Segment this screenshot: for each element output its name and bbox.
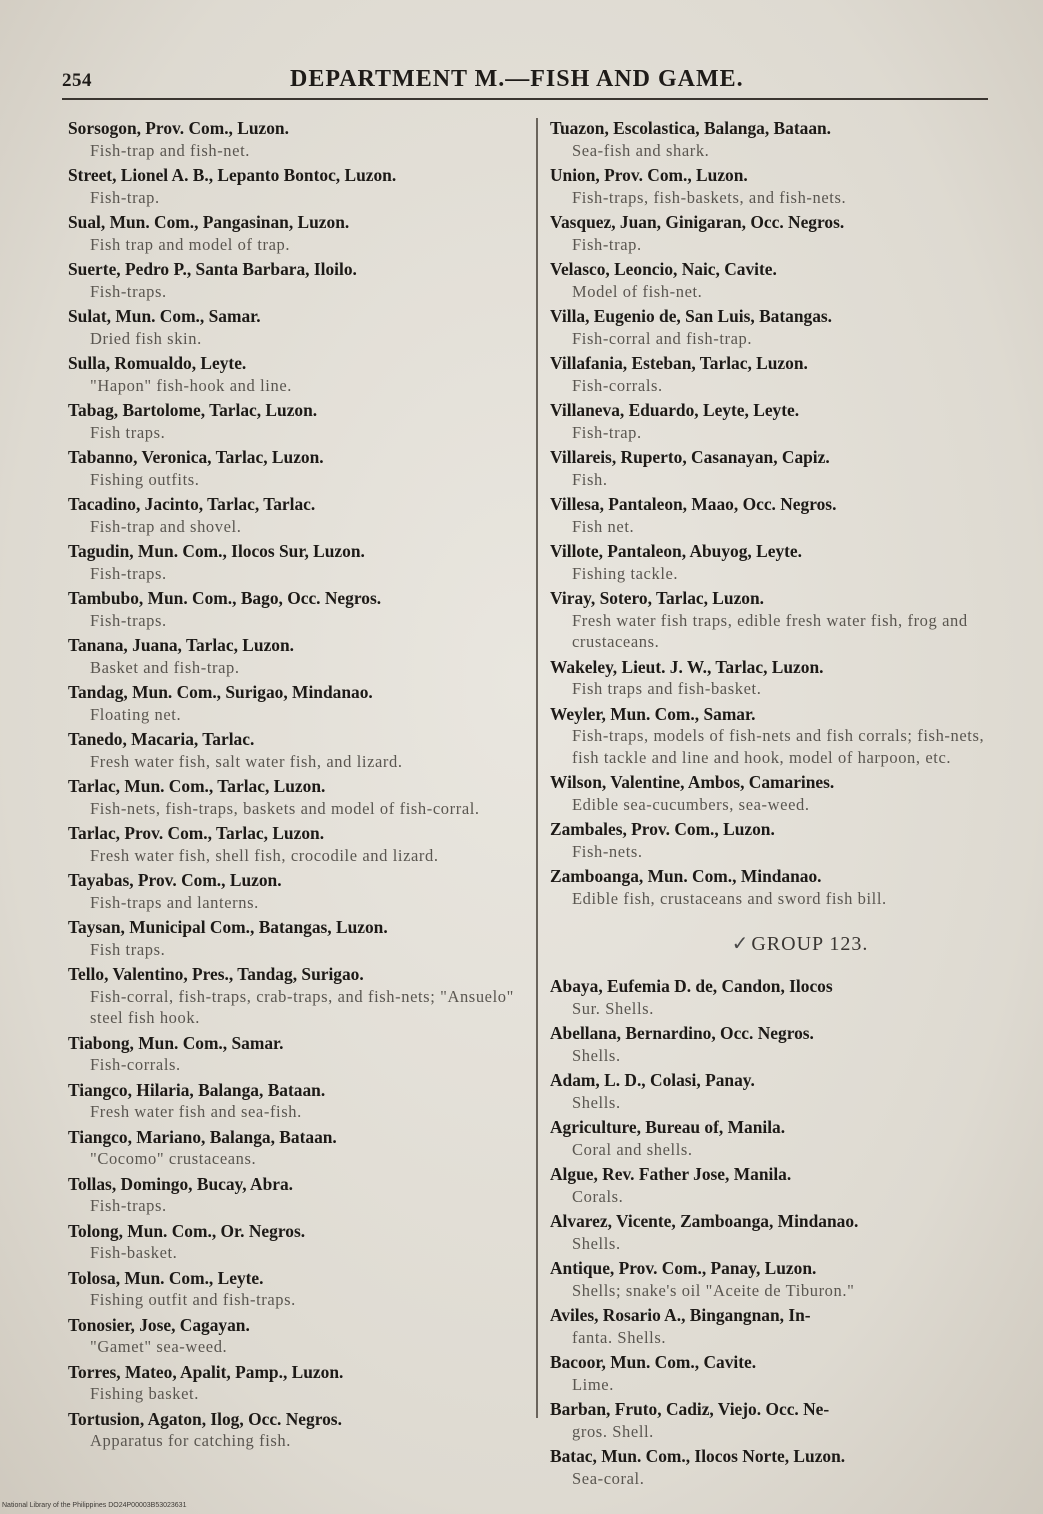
entry-name: Tanedo, Macaria, Tarlac. bbox=[68, 729, 255, 749]
entry-desc: Fish-traps. bbox=[90, 563, 167, 583]
list-item bbox=[550, 1258, 990, 1301]
entry-name: Tiangco, Mariano, Balanga, Bataan. bbox=[68, 1126, 337, 1147]
entry-desc: Fish-corrals. bbox=[572, 375, 663, 395]
entry-desc: Fish-nets, fish-traps, baskets and model of fish-corral. bbox=[90, 798, 480, 818]
list-item bbox=[550, 494, 990, 537]
entry-desc: Edible fish, crustaceans and sword fish bill. bbox=[572, 888, 887, 908]
list-item bbox=[550, 400, 990, 443]
list-item bbox=[68, 964, 516, 1029]
list-item bbox=[68, 776, 516, 819]
list-item bbox=[550, 447, 990, 490]
left-column bbox=[68, 118, 516, 1456]
entry-desc: Fresh water fish, shell fish, crocodile and lizard. bbox=[90, 845, 439, 865]
entry-desc: Fish-trap and shovel. bbox=[90, 516, 242, 536]
entry-name: Wakeley, Lieut. J. W., Tarlac, Luzon. bbox=[550, 656, 824, 677]
entry-desc: Shells. bbox=[572, 1092, 621, 1112]
list-item bbox=[68, 917, 516, 960]
entry-name: Suerte, Pedro P., Santa Barbara, Iloilo. bbox=[68, 259, 357, 279]
header-rule bbox=[62, 98, 988, 100]
entry-desc: Edible sea-cucumbers, sea-weed. bbox=[572, 794, 810, 814]
entry-name: Tanana, Juana, Tarlac, Luzon. bbox=[68, 635, 294, 655]
list-item bbox=[68, 823, 516, 866]
entry-desc: Fish-trap and fish-net. bbox=[90, 140, 250, 160]
entry-name: Sual, Mun. Com., Pangasinan, Luzon. bbox=[68, 212, 350, 232]
entry-desc: Fishing outfits. bbox=[90, 469, 200, 489]
list-item bbox=[550, 1164, 990, 1207]
entry-name: Abaya, Eufemia D. de, Candon, Ilocos bbox=[550, 976, 833, 996]
list-item bbox=[550, 866, 990, 909]
entry-desc: "Gamet" sea-weed. bbox=[90, 1337, 228, 1356]
entry-name: Tortusion, Agaton, Ilog, Occ. Negros. bbox=[68, 1408, 342, 1429]
entry-name: Tayabas, Prov. Com., Luzon. bbox=[68, 870, 282, 890]
check-mark-icon: ✓ bbox=[731, 933, 750, 955]
list-item bbox=[68, 1127, 516, 1170]
entry-desc: Shells. bbox=[572, 1233, 621, 1253]
entry-name: Villote, Pantaleon, Abuyog, Leyte. bbox=[550, 541, 802, 561]
list-item bbox=[550, 1023, 990, 1066]
list-item bbox=[68, 635, 516, 678]
entry-desc: Fish-trap. bbox=[572, 234, 642, 254]
entry-desc: Fishing basket. bbox=[90, 1384, 199, 1403]
list-item bbox=[550, 212, 990, 255]
entry-desc: Fresh water fish, salt water fish, and lizard. bbox=[90, 751, 403, 771]
list-item bbox=[68, 541, 516, 584]
list-item bbox=[68, 306, 516, 349]
entry-name: Vasquez, Juan, Ginigaran, Occ. Negros. bbox=[550, 212, 845, 232]
list-item bbox=[550, 1305, 990, 1348]
entry-desc: Model of fish-net. bbox=[572, 281, 703, 301]
entry-desc: Fish-traps. bbox=[90, 1196, 167, 1215]
list-item bbox=[550, 118, 990, 161]
entry-name: Tiabong, Mun. Com., Samar. bbox=[68, 1032, 284, 1053]
entry-name: Tolong, Mun. Com., Or. Negros. bbox=[68, 1220, 306, 1241]
list-item bbox=[550, 772, 990, 815]
entry-name: Villesa, Pantaleon, Maao, Occ. Negros. bbox=[550, 494, 837, 514]
entry-name: Barban, Fruto, Cadiz, Viejo. Occ. Ne- bbox=[550, 1399, 830, 1419]
entry-desc: Fish traps. bbox=[90, 422, 166, 442]
entry-name: Tabanno, Veronica, Tarlac, Luzon. bbox=[68, 447, 324, 467]
entry-name: Tello, Valentino, Pres., Tandag, Surigao. bbox=[68, 964, 364, 984]
entry-desc: Fish-traps and lanterns. bbox=[90, 892, 259, 912]
entry-desc: Lime. bbox=[572, 1374, 614, 1394]
list-item bbox=[550, 306, 990, 349]
entry-name: Weyler, Mun. Com., Samar. bbox=[550, 703, 756, 724]
entry-name: Velasco, Leoncio, Naic, Cavite. bbox=[550, 259, 777, 279]
list-item bbox=[68, 259, 516, 302]
entry-name: Alvarez, Vicente, Zamboanga, Mindanao. bbox=[550, 1211, 859, 1231]
entry-desc: Fish-trap. bbox=[90, 187, 160, 207]
list-item bbox=[68, 447, 516, 490]
entry-name: Tuazon, Escolastica, Balanga, Bataan. bbox=[550, 118, 832, 138]
list-item bbox=[550, 1117, 990, 1160]
entry-name: Tollas, Domingo, Bucay, Abra. bbox=[68, 1173, 293, 1194]
entry-desc: Shells. bbox=[572, 1045, 621, 1065]
entry-desc: Shells; snake's oil "Aceite de Tiburon." bbox=[572, 1280, 855, 1300]
running-title: DEPARTMENT M.—FISH AND GAME. bbox=[290, 66, 744, 92]
entry-name: Tarlac, Prov. Com., Tarlac, Luzon. bbox=[68, 823, 325, 843]
entry-name: Zambales, Prov. Com., Luzon. bbox=[550, 819, 775, 839]
list-item bbox=[68, 1268, 516, 1311]
entry-name: Aviles, Rosario A., Bingangnan, In- bbox=[550, 1305, 811, 1325]
entry-name: Street, Lionel A. B., Lepanto Bontoc, Luzon. bbox=[68, 165, 397, 185]
list-item bbox=[68, 682, 516, 725]
entry-desc: Fish. bbox=[572, 469, 608, 489]
entry-desc: Fish net. bbox=[572, 516, 635, 536]
entry-desc: Apparatus for catching fish. bbox=[90, 1431, 291, 1450]
entry-desc: Fish-basket. bbox=[90, 1243, 178, 1262]
scan-footer: National Library of the Philippines DO24P00003B53023631 bbox=[2, 1502, 187, 1509]
entry-desc: Fish-corral and fish-trap. bbox=[572, 328, 753, 348]
entry-name: Wilson, Valentine, Ambos, Camarines. bbox=[550, 772, 835, 792]
column-divider bbox=[536, 118, 538, 1418]
entry-name: Tacadino, Jacinto, Tarlac, Tarlac. bbox=[68, 494, 316, 514]
list-item bbox=[550, 165, 990, 208]
entry-desc: Fish-corrals. bbox=[90, 1055, 181, 1074]
right-column bbox=[550, 118, 990, 1493]
list-item bbox=[550, 657, 990, 700]
list-item bbox=[550, 1352, 990, 1395]
entry-name: Torres, Mateo, Apalit, Pamp., Luzon. bbox=[68, 1361, 344, 1382]
group-heading bbox=[610, 931, 990, 956]
list-item bbox=[68, 588, 516, 631]
entry-name: Sorsogon, Prov. Com., Luzon. bbox=[68, 118, 289, 138]
entry-desc: Sea-coral. bbox=[572, 1468, 645, 1488]
list-item bbox=[550, 1211, 990, 1254]
entry-name: Sulat, Mun. Com., Samar. bbox=[68, 306, 261, 326]
entry-desc: Corals. bbox=[572, 1186, 624, 1206]
entry-name: Adam, L. D., Colasi, Panay. bbox=[550, 1070, 755, 1090]
entry-name: Antique, Prov. Com., Panay, Luzon. bbox=[550, 1258, 817, 1278]
list-item bbox=[550, 353, 990, 396]
entry-desc: "Cocomo" crustaceans. bbox=[90, 1149, 257, 1168]
list-item bbox=[550, 259, 990, 302]
entry-desc: Sea-fish and shark. bbox=[572, 140, 710, 160]
list-item bbox=[68, 1362, 516, 1405]
page-header bbox=[62, 64, 988, 98]
entry-desc: Fishing outfit and fish-traps. bbox=[90, 1290, 296, 1309]
list-item bbox=[68, 118, 516, 161]
entry-desc: Sur. Shells. bbox=[572, 998, 654, 1018]
list-item bbox=[68, 212, 516, 255]
entry-desc: Fish-trap. bbox=[572, 422, 642, 442]
entry-name: Viray, Sotero, Tarlac, Luzon. bbox=[550, 588, 765, 608]
list-item bbox=[550, 976, 990, 1019]
entry-name: Taysan, Municipal Com., Batangas, Luzon. bbox=[68, 917, 388, 937]
entry-name: Union, Prov. Com., Luzon. bbox=[550, 165, 748, 185]
entry-name: Villa, Eugenio de, San Luis, Batangas. bbox=[550, 306, 833, 326]
entry-name: Tonosier, Jose, Cagayan. bbox=[68, 1314, 250, 1335]
list-item bbox=[550, 588, 990, 653]
entry-desc: Floating net. bbox=[90, 704, 182, 724]
list-item bbox=[68, 1315, 516, 1358]
entry-desc: Fish traps and fish-basket. bbox=[572, 679, 762, 698]
list-item bbox=[550, 1399, 990, 1442]
entry-name: Tiangco, Hilaria, Balanga, Bataan. bbox=[68, 1079, 326, 1100]
list-item bbox=[68, 353, 516, 396]
entry-name: Sulla, Romualdo, Leyte. bbox=[68, 353, 247, 373]
list-item bbox=[68, 494, 516, 537]
entry-desc: gros. Shell. bbox=[572, 1421, 654, 1441]
entry-desc: Fish-corral, fish-traps, crab-traps, and fish-nets; "Ansuelo" steel fish hook. bbox=[90, 986, 514, 1027]
list-item bbox=[550, 819, 990, 862]
entry-name: Abellana, Bernardino, Occ. Negros. bbox=[550, 1023, 814, 1043]
entry-desc: "Hapon" fish-hook and line. bbox=[90, 375, 292, 395]
entry-desc: Fish-nets. bbox=[572, 841, 643, 861]
page-number: 254 bbox=[62, 70, 92, 91]
list-item bbox=[68, 870, 516, 913]
entry-desc: Fish-traps, fish-baskets, and fish-nets. bbox=[572, 187, 847, 207]
entry-name: Batac, Mun. Com., Ilocos Norte, Luzon. bbox=[550, 1446, 846, 1466]
entry-name: Villareis, Ruperto, Casanayan, Capiz. bbox=[550, 447, 830, 467]
group-heading-text: GROUP 123. bbox=[751, 933, 869, 955]
list-item bbox=[68, 1080, 516, 1123]
entry-desc: Fish-traps, models of fish-nets and fish corrals; fish-nets, fish tackle and line and hook, model of harpoon, etc. bbox=[572, 726, 985, 767]
list-item bbox=[550, 1070, 990, 1113]
entry-name: Zamboanga, Mun. Com., Mindanao. bbox=[550, 866, 822, 886]
entry-name: Tolosa, Mun. Com., Leyte. bbox=[68, 1267, 264, 1288]
entry-desc: Dried fish skin. bbox=[90, 328, 202, 348]
entry-desc: Fish trap and model of trap. bbox=[90, 234, 291, 254]
entry-desc: fanta. Shells. bbox=[572, 1327, 667, 1347]
list-item bbox=[68, 1409, 516, 1452]
entry-name: Villaneva, Eduardo, Leyte, Leyte. bbox=[550, 400, 800, 420]
entry-desc: Fish traps. bbox=[90, 939, 166, 959]
entry-desc: Fishing tackle. bbox=[572, 563, 679, 583]
list-item bbox=[68, 1174, 516, 1217]
list-item bbox=[68, 165, 516, 208]
list-item bbox=[550, 704, 990, 769]
entry-desc: Coral and shells. bbox=[572, 1139, 693, 1159]
entry-name: Algue, Rev. Father Jose, Manila. bbox=[550, 1164, 792, 1184]
list-item bbox=[550, 1446, 990, 1489]
entry-desc: Fresh water fish traps, edible fresh water fish, frog and crustaceans. bbox=[572, 610, 968, 651]
entry-name: Tandag, Mun. Com., Surigao, Mindanao. bbox=[68, 682, 373, 702]
entry-desc: Fish-traps. bbox=[90, 281, 167, 301]
entry-desc: Basket and fish-trap. bbox=[90, 657, 240, 677]
entry-name: Tagudin, Mun. Com., Ilocos Sur, Luzon. bbox=[68, 541, 365, 561]
entry-name: Agriculture, Bureau of, Manila. bbox=[550, 1117, 786, 1137]
entry-desc: Fresh water fish and sea-fish. bbox=[90, 1102, 302, 1121]
entry-desc: Fish-traps. bbox=[90, 610, 167, 630]
entry-name: Tambubo, Mun. Com., Bago, Occ. Negros. bbox=[68, 588, 382, 608]
entry-name: Bacoor, Mun. Com., Cavite. bbox=[550, 1352, 757, 1372]
entry-name: Tarlac, Mun. Com., Tarlac, Luzon. bbox=[68, 776, 326, 796]
list-item bbox=[68, 729, 516, 772]
entry-name: Tabag, Bartolome, Tarlac, Luzon. bbox=[68, 400, 318, 420]
list-item bbox=[68, 1221, 516, 1264]
list-item bbox=[550, 541, 990, 584]
list-item bbox=[68, 1033, 516, 1076]
list-item bbox=[68, 400, 516, 443]
entry-name: Villafania, Esteban, Tarlac, Luzon. bbox=[550, 353, 808, 373]
